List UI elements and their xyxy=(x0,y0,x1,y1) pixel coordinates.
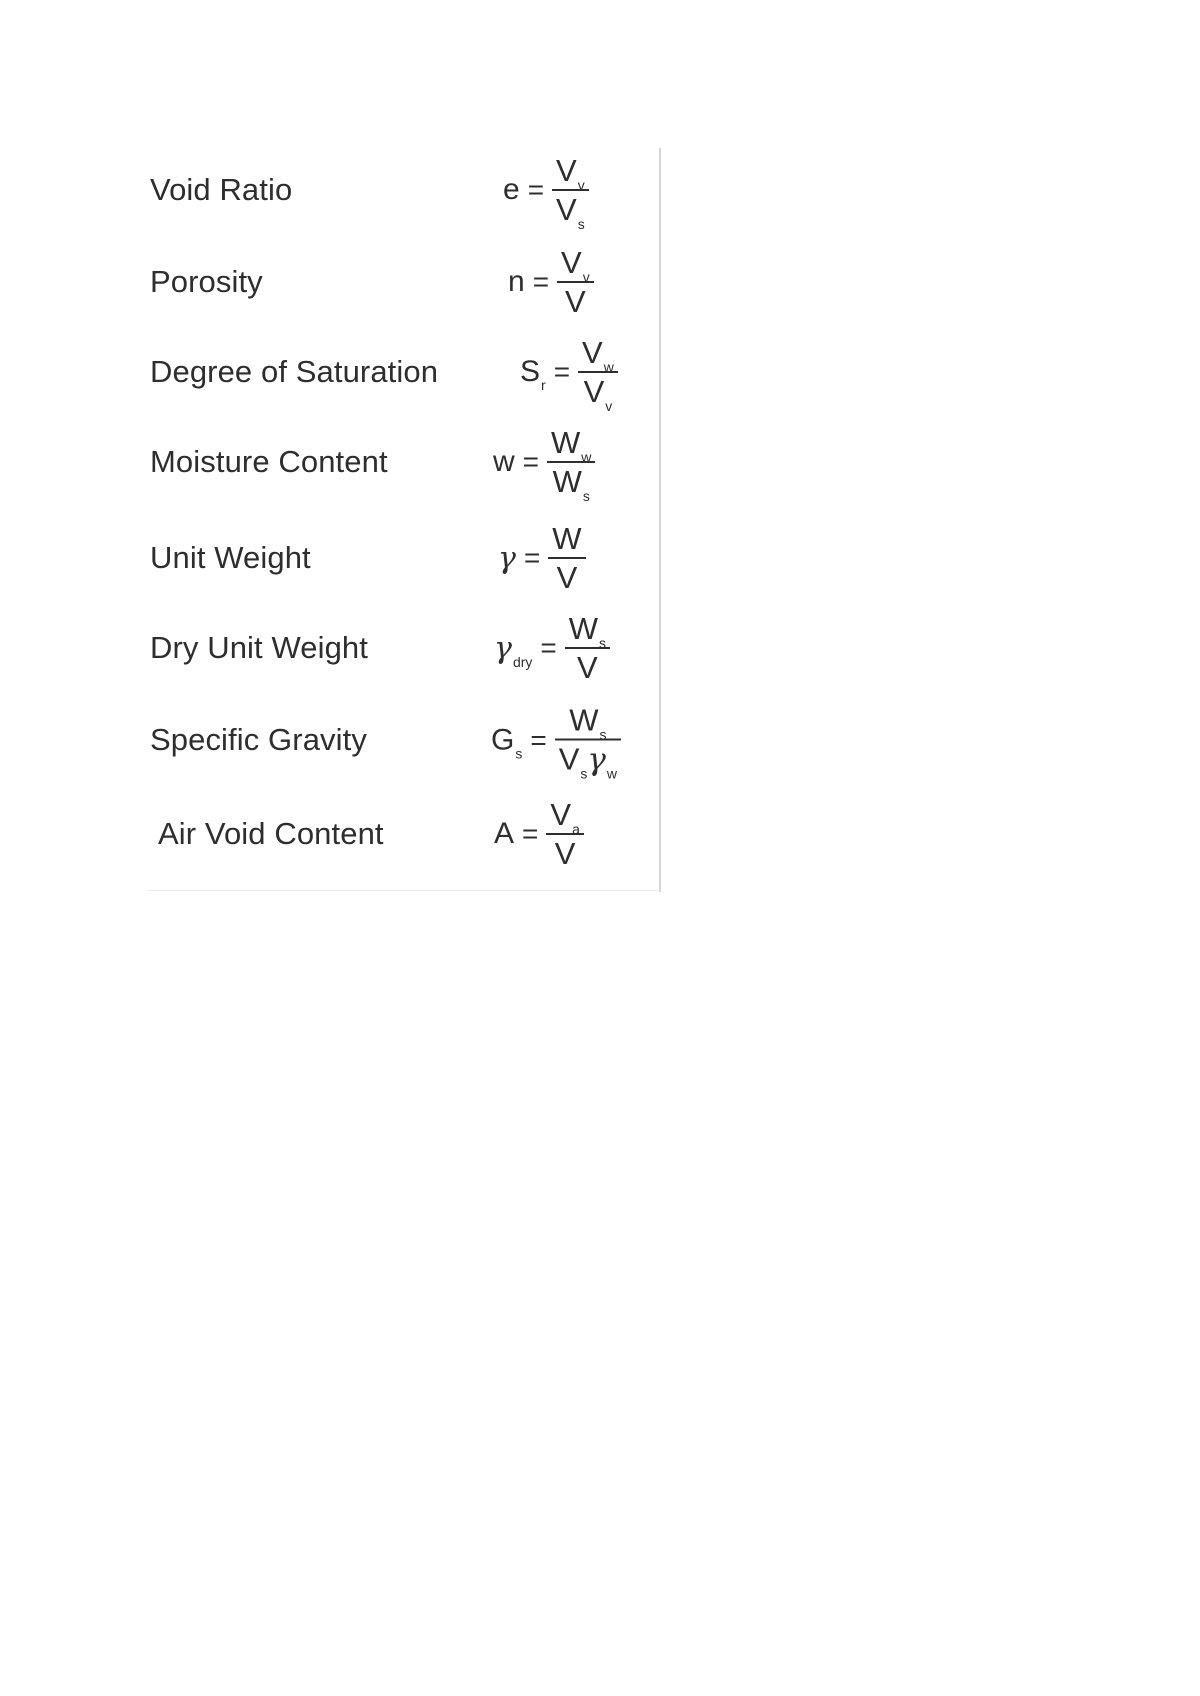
formula-lhs: e xyxy=(503,173,520,206)
fraction xyxy=(547,425,595,504)
denominator: V xyxy=(565,284,586,319)
equals-sign: = xyxy=(530,724,547,755)
row-unit-weight xyxy=(148,516,660,600)
row-degree-of-saturation xyxy=(148,330,660,414)
term-label: Moisture Content xyxy=(150,444,388,479)
formula xyxy=(508,247,594,317)
denominator: $V_s$ xyxy=(556,192,585,232)
denominator: V xyxy=(577,650,598,685)
numerator: $V_v$ xyxy=(561,245,590,285)
term-label: Degree of Saturation xyxy=(150,354,439,389)
fraction xyxy=(546,799,583,869)
term-label: Specific Gravity xyxy=(150,722,367,757)
numerator: $W_w$ xyxy=(551,425,592,465)
equals-sign: = xyxy=(553,356,571,387)
row-dry-unit-weight xyxy=(148,606,660,690)
denominator: $V_v$ xyxy=(583,374,613,414)
numerator: $W_s$ xyxy=(569,702,607,743)
denominator: V xyxy=(554,836,576,871)
fraction xyxy=(555,702,621,782)
formula-lhs: G s xyxy=(491,723,523,761)
denominator: V xyxy=(556,560,578,595)
formula-lhs: γ xyxy=(498,540,516,576)
row-porosity xyxy=(148,240,660,324)
numerator: $V_w$ xyxy=(582,335,614,375)
fraction xyxy=(552,153,589,232)
equals-sign: = xyxy=(527,174,545,205)
formula-lhs: A xyxy=(494,817,515,850)
term-label: Dry Unit Weight xyxy=(150,630,368,665)
fraction xyxy=(548,523,585,593)
denominator: $V_s\gamma_w$ xyxy=(558,741,618,782)
denominator: $W_s$ xyxy=(552,464,590,504)
formula xyxy=(520,335,618,414)
numerator: $V_a$ xyxy=(550,797,580,837)
term-label: Unit Weight xyxy=(150,540,311,575)
formula-lhs: n xyxy=(508,265,525,298)
row-moisture-content xyxy=(148,420,660,504)
equals-sign: = xyxy=(522,818,539,849)
formula xyxy=(493,425,595,504)
formula xyxy=(491,702,621,782)
term-label: Void Ratio xyxy=(150,172,293,207)
row-void-ratio xyxy=(148,148,660,232)
formula xyxy=(498,523,586,593)
formula xyxy=(494,799,584,869)
equals-sign: = xyxy=(523,542,541,573)
numerator: $V_v$ xyxy=(556,153,585,193)
formula-lhs: γ dry xyxy=(494,630,533,670)
row-specific-gravity xyxy=(148,698,660,782)
numerator: $W_s$ xyxy=(568,611,607,651)
formula-lhs: w xyxy=(493,445,515,478)
fraction xyxy=(578,335,618,414)
term-label: Air Void Content xyxy=(158,816,384,851)
row-air-void-content xyxy=(148,792,660,876)
soil-phase-relations-sheet xyxy=(148,148,660,890)
fraction xyxy=(557,247,594,317)
formula xyxy=(494,613,610,683)
numerator: W xyxy=(552,521,582,556)
equals-sign: = xyxy=(540,632,557,663)
fraction xyxy=(565,613,610,683)
formula-lhs: S r xyxy=(520,355,546,393)
equals-sign: = xyxy=(522,446,540,477)
term-label: Porosity xyxy=(150,264,263,299)
formula xyxy=(503,153,589,232)
equals-sign: = xyxy=(532,266,550,297)
bottom-border-line xyxy=(148,890,660,891)
